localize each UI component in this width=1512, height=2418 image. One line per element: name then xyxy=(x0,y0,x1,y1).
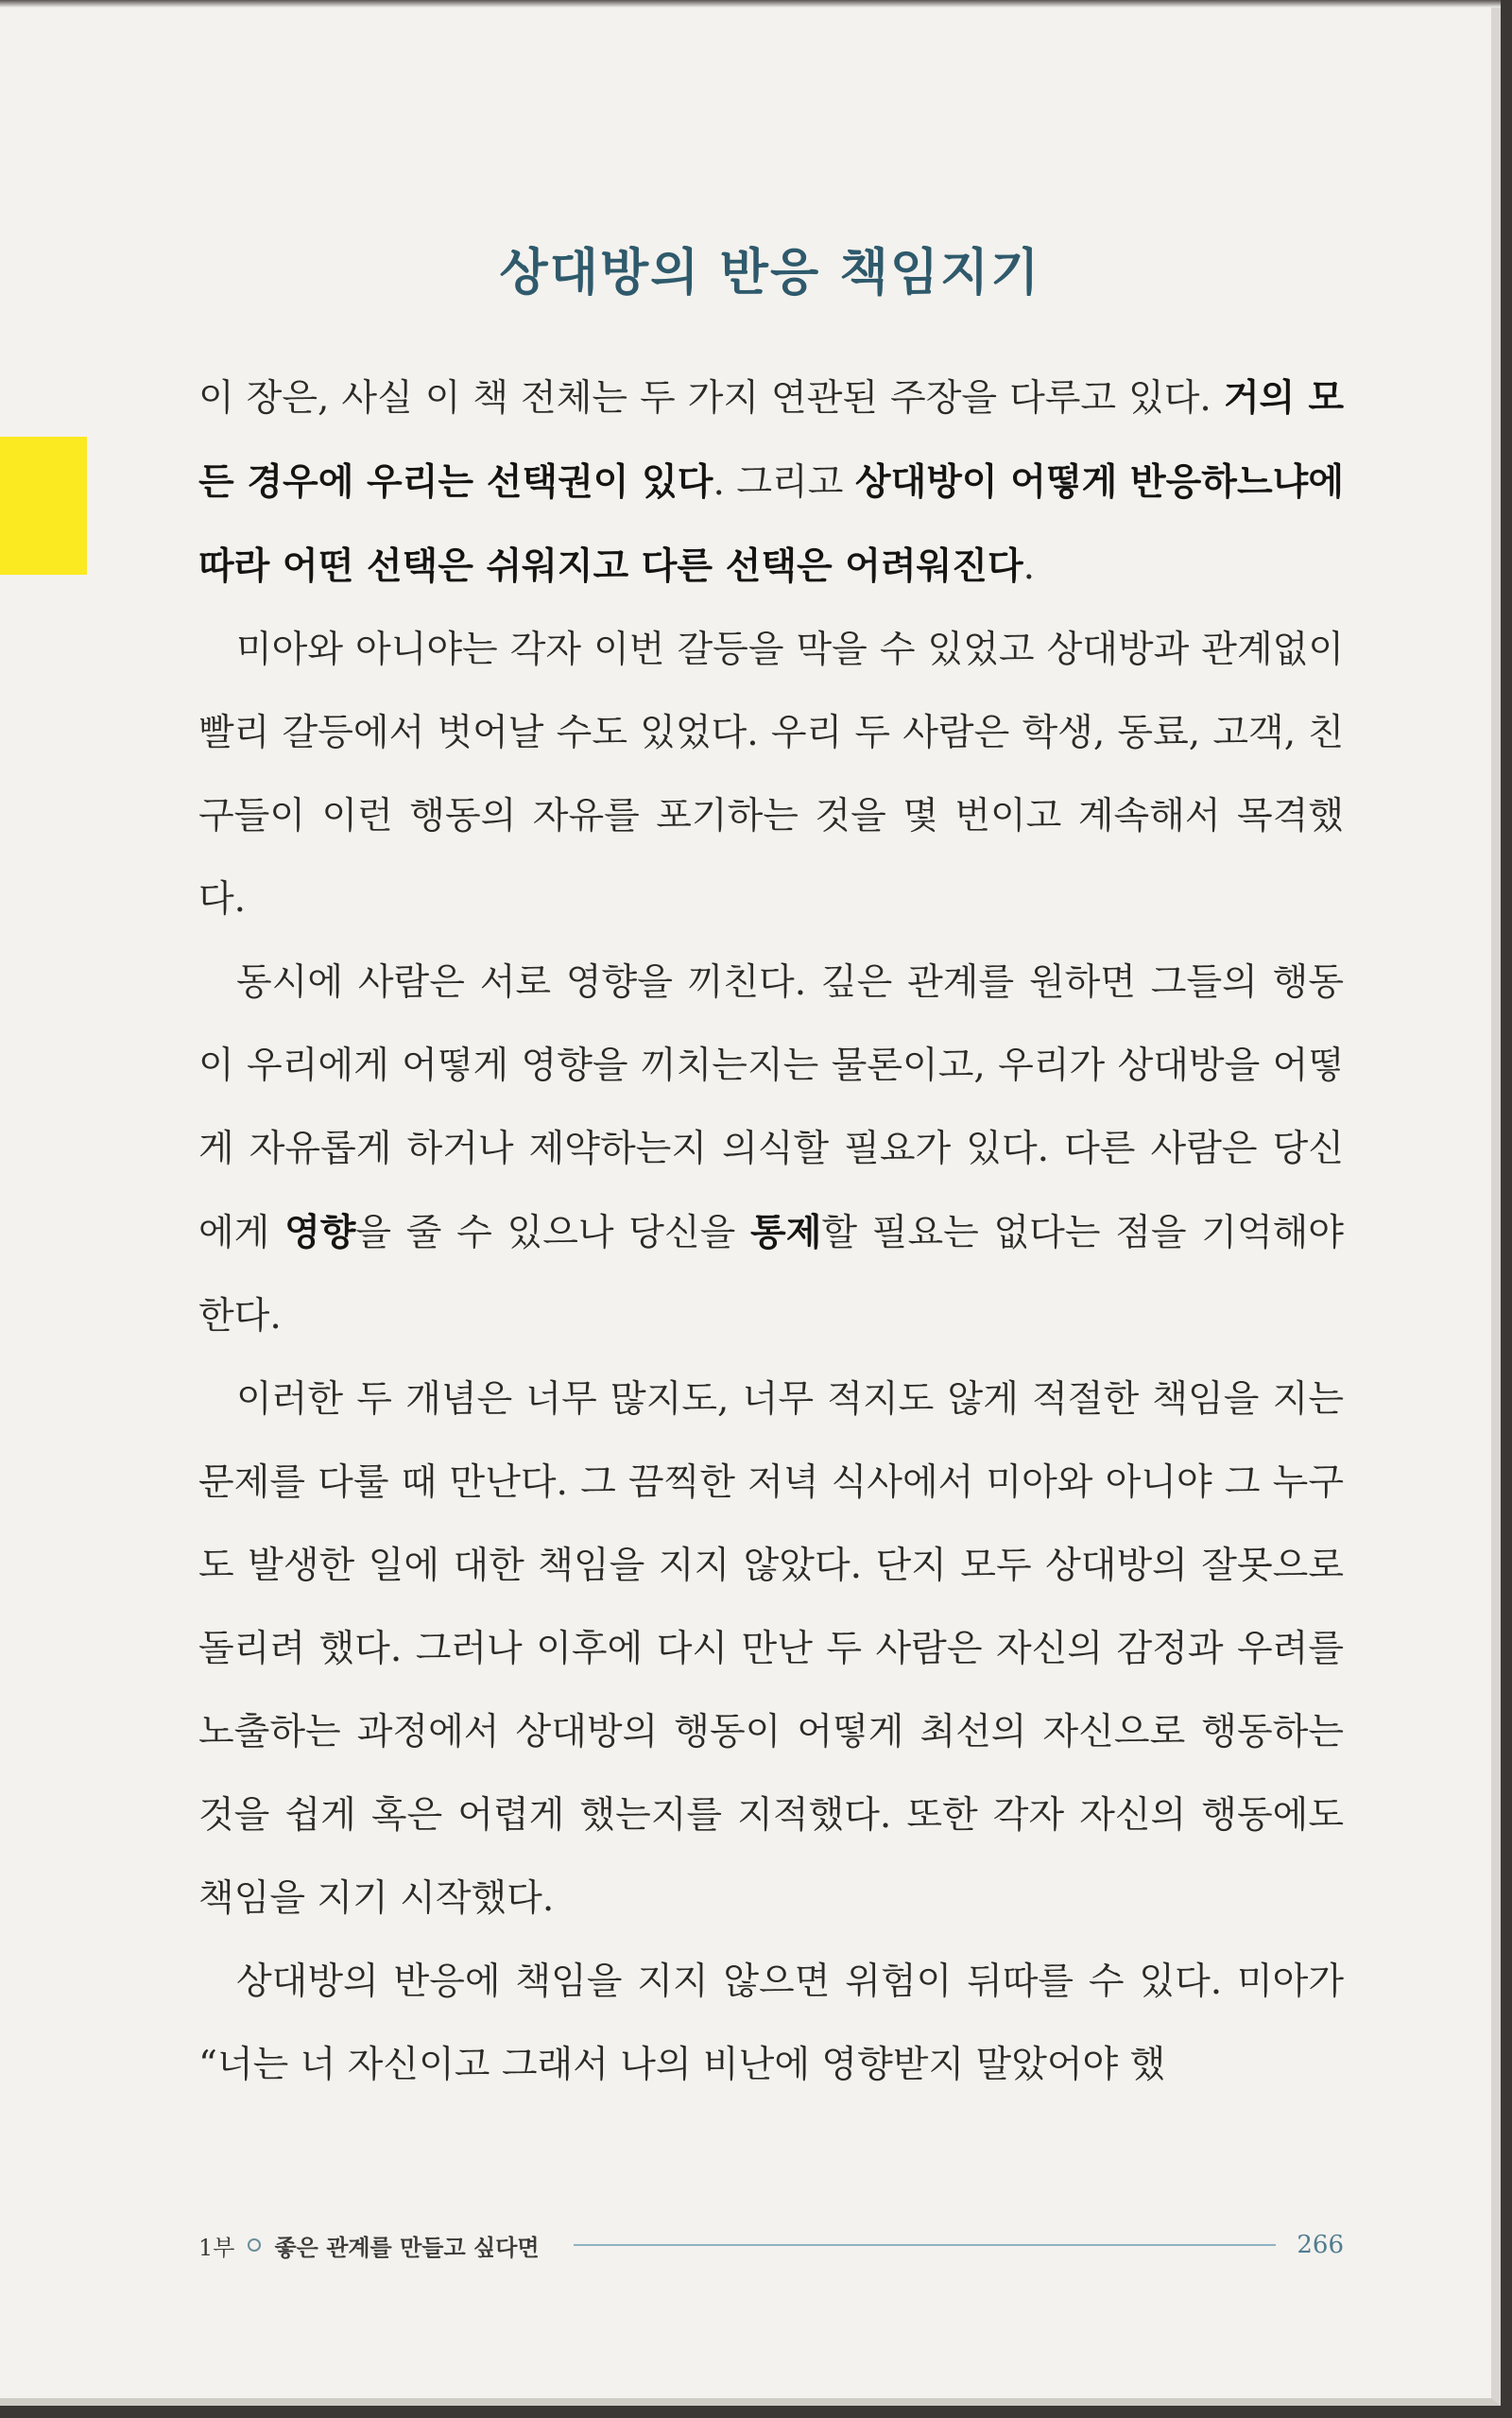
footer-bullet-icon xyxy=(248,2238,261,2252)
emphasis-text: 통제 xyxy=(750,1211,822,1254)
emphasis-text: 상대방이 어떻게 반응하느냐에 따라 어떤 선택은 쉬워지고 다른 선택은 어려워진다 xyxy=(198,460,1345,588)
paragraph-text: 이 장은, 사실 이 책 전체는 두 가지 연관된 주장을 다루고 있다. xyxy=(198,377,1224,420)
footer-part-label: 1부 xyxy=(198,2234,235,2261)
paragraph-text: . 그리고 xyxy=(713,461,855,504)
paragraph-text: 동시에 사람은 서로 영향을 끼친다. 깊은 관계를 원하면 그들의 행동이 우리에게 어떻게 영향을 끼치는지는 물론이고, 우리가 상대방을 어떻게 자유롭게 하거나 제약하는지 의식할 필요가 있다. 다른 사람은 당신에게 xyxy=(198,961,1344,1254)
paragraph-text: 을 줄 수 있으나 당신을 xyxy=(355,1212,751,1254)
paragraph xyxy=(198,1941,1344,2107)
paragraph xyxy=(198,356,1344,609)
emphasis-text: 거의 모든 경우에 우리는 선택권이 있다 xyxy=(198,376,1345,504)
paragraph-text: . xyxy=(1022,545,1036,588)
paragraph xyxy=(198,941,1344,1358)
page-top-edge xyxy=(0,0,1501,8)
footer-chapter-title: 좋은 관계를 만들고 싶다면 xyxy=(274,2234,540,2261)
page-number: 266 xyxy=(1297,2231,1344,2259)
page-title: 상대방의 반응 책임지기 xyxy=(499,243,1041,302)
paragraph-text: 이러한 두 개념은 너무 많지도, 너무 적지도 않게 적절한 책임을 지는 문제를 다룰 때 만난다. 그 끔찍한 저녁 식사에서 미아와 아니야 그 누구도 발생한 일에 대한 책임을 지지 않았다. 단지 모두 상대방의 잘못으로 돌리려 했다. 그러나 이후에 다시 만난 두 사람은 자신의 감정과 우려를 노출하는 과정에서 상대방의 행동이 어떻게 최선의 자신으로 행동하는 것을 쉽게 혹은 어렵게 했는지를 지적했다. 또한 각자 자신의 행동에도 책임을 지기 시작했다. xyxy=(198,1378,1344,1920)
emphasis-text: 영향 xyxy=(284,1211,356,1254)
paragraph xyxy=(198,609,1344,941)
footer-rule xyxy=(574,2244,1277,2246)
page-footer xyxy=(198,2228,1344,2262)
body-text xyxy=(198,356,1344,2107)
sticky-tab-marker xyxy=(0,437,87,575)
paragraph-text: 할 필요는 없다는 점을 기억해야 한다. xyxy=(198,1212,1344,1338)
paragraph-text: 상대방의 반응에 책임을 지지 않으면 위험이 뒤따를 수 있다. 미아가 “너는 너 자신이고 그래서 나의 비난에 영향받지 말았어야 했 xyxy=(198,1960,1344,2086)
paragraph-text: 미아와 아니야는 각자 이번 갈등을 막을 수 있었고 상대방과 관계없이 빨리 갈등에서 벗어날 수도 있었다. 우리 두 사람은 학생, 동료, 고객, 친구들이 이런 행동의 자유를 포기하는 것을 몇 번이고 계속해서 목격했다. xyxy=(198,629,1344,921)
paragraph xyxy=(198,1358,1344,1941)
